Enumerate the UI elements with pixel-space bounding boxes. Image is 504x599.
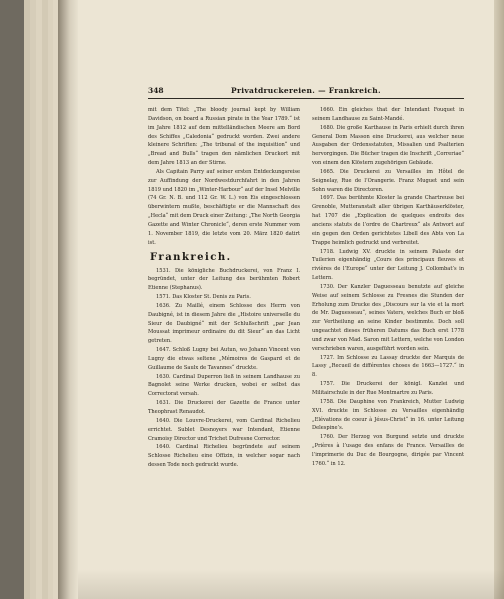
entry: 1531. Die königliche Buchdruckerei, von Franz I. begründet, unter der Leitung des berühmten Robert Etienne (Stephanus). — [148, 267, 300, 292]
entry: 1758. Die Dauphine von Frankreich, Mutter Ludwig XVI. druckte im Schlosse zu Versailles eigenhändig „Elévations de coeur à Jésus-Christ“ in 16. unter Leitung Delespine’s. — [312, 398, 464, 432]
entry: 1727. Im Schlosse zu Lassay druckte der Marquis de Lassy „Recueil de différentes choses de 1663—1727.“ in 8. — [312, 354, 464, 379]
book-gutter — [58, 0, 78, 599]
entry: 1665. Die Druckerei zu Versailles im Hôtel de Seignelay, Rue de l’Orangerie. Franz Muguet und sein Sohn waren die Directoren. — [312, 168, 464, 193]
entry: 1640. Cardinal Richelieu begründete auf seinem Schlosse Richelieu eine Offizin, in welcher sogar nach dessen Tode noch gedruckt wurde. — [148, 444, 300, 469]
running-title: Privatdruckereien. — Frankreich. — [231, 86, 381, 95]
page-number: 348 — [148, 86, 164, 95]
entry: 1757. Die Druckerei der königl. Kanzlei und Militairschule in der Rue Montmartre zu Paris. — [312, 381, 464, 396]
paragraph: Als Capitain Parry auf seiner ersten Entdeckungsreise zur Auffindung der Nordwestdurchfahrt in den Jahren 1819 und 1820 im „Winter-Harbour“ auf der Insel Melville (74 Gr. N. B. und 112 Gr. W. L.) von Eis eingeschlossen überwintern mußte, beschäftigte er die Mannschaft des „Hecla“ mit dem Druck einer Zeitung: „The North Georgia Gazette and Winter Chronicle“, deren erste Nummer vom 1. November 1819, die letzte vom 20. März 1820 datirt ist. — [148, 168, 300, 246]
page-right-edge — [494, 0, 504, 599]
entry: 1680. Die große Karthause in Paris erhielt durch ihren General Dom Masson eine Druckerei, aus welcher neue Ausgaben der Ordensstatuten, Missalien und Psalterien hervorgingen. Die Bücher tragen die Inschrift „Correriae“ von einem den Klöstern zugehörigen Gebäude. — [312, 124, 464, 167]
entry: 1571. Das Kloster St. Denis zu Paris. — [156, 294, 251, 301]
paragraph: mit dem Titel: „The bloody journal kept by William Davidson, on board a Russian pirate in the Year 1789.“ ist im Jahre 1812 auf dem mittelländischen Meere am Bord des Schiffes „Caledonia“ gedruckt worden. Zwei andere kleinere Schriften: „The tribunal of the inquisition“ und „Bread and Bulls“ tragen den nämlichen Druckort mit dem Jahre 1813 an der Stirne. — [148, 107, 300, 167]
section-title: Frankreich. — [150, 251, 232, 263]
entry: 1630. Cardinal Duperron ließ in seinem Landhause zu Bagnolet seine Werke drucken, wobei er selbst das Correctorat versah. — [148, 373, 300, 398]
running-header — [148, 84, 464, 99]
entry: 1697. Das berühmte Kloster la grande Chartreuse bei Grenoble, Mutteranstalt aller übrigen Karthäuserklöster, hat 1707 die „Explication de quelques endroits des anciens statuts de l’ordre de Chartreux“ als Antwort auf ein gegen den Orden gerichtetes Libell des Abts von La Trappe heimlich gedruckt und verbreitet. — [312, 195, 464, 246]
entry: 1730. Der Kanzler Daguesseau benutzte auf gleiche Weise auf seinem Schlosse zu Fresnes die Stunden der Erholung zum Drucke des „Discours sur la vie et la mort de Mr. Daguesseau“, seines Vaters, welches Buch er bloß zur Vertheilung an seine Kinder bestimmte. Doch soll ungeachtet dieses früheren Datums das Buch erst 1778 und zwar von Mad. Saron mit Lettern, welche von London verschrieben waren, ausgeführt worden sein. — [312, 283, 464, 352]
right-column — [312, 106, 464, 469]
entry: 1640. Die Louvre-Druckerei, vom Cardinal Richelieu errichtet. Sublet Desnoyers war Intendant, Etienne Cramoisy Director und Trichet Dufresne Corrector. — [148, 417, 300, 442]
entry: 1760. Der Herzog von Burgund setzte und druckte „Prières à l’usage des enfans de France. Versailles de l’imprimerie du Duc de Bourgogne, dirigée par Vincent 1760.“ in 12. — [312, 434, 464, 467]
entry: 1718. Ludwig XV. druckte in seinem Palaste der Tuilerien eigenhändig „Cours des principaux fleuves et rivières de l’Europe“ unter der Leitung J. Collombat’s in Lettern. — [312, 248, 464, 282]
entry: 1660. Ein gleiches that der Intendant Fouquet in seinem Landhause zu Saint-Mandé. — [312, 107, 464, 122]
left-column — [148, 106, 300, 470]
entry: 1636. Zu Maillé, einem Schlosse des Herrn von Daubigné, ist in diesem Jahre die „Histoire universelle du Sieur de Daubigné“ mit der Schlußschrift „par Jean Moussat imprimeur ordinaire du dit Sieur“ an das Licht getreten. — [148, 302, 300, 345]
page-bottom-shade — [78, 569, 504, 599]
entry: 1631. Die Druckerei der Gazette de France unter Theophrast Renaudot. — [148, 400, 300, 415]
entry: 1647. Schloß Lugny bei Autun, wo Johann Vincent von Lugny die etwas seltene „Mémoires de Gaspard et de Guillaume de Saulx de Tavannes“ druckte. — [148, 347, 300, 371]
